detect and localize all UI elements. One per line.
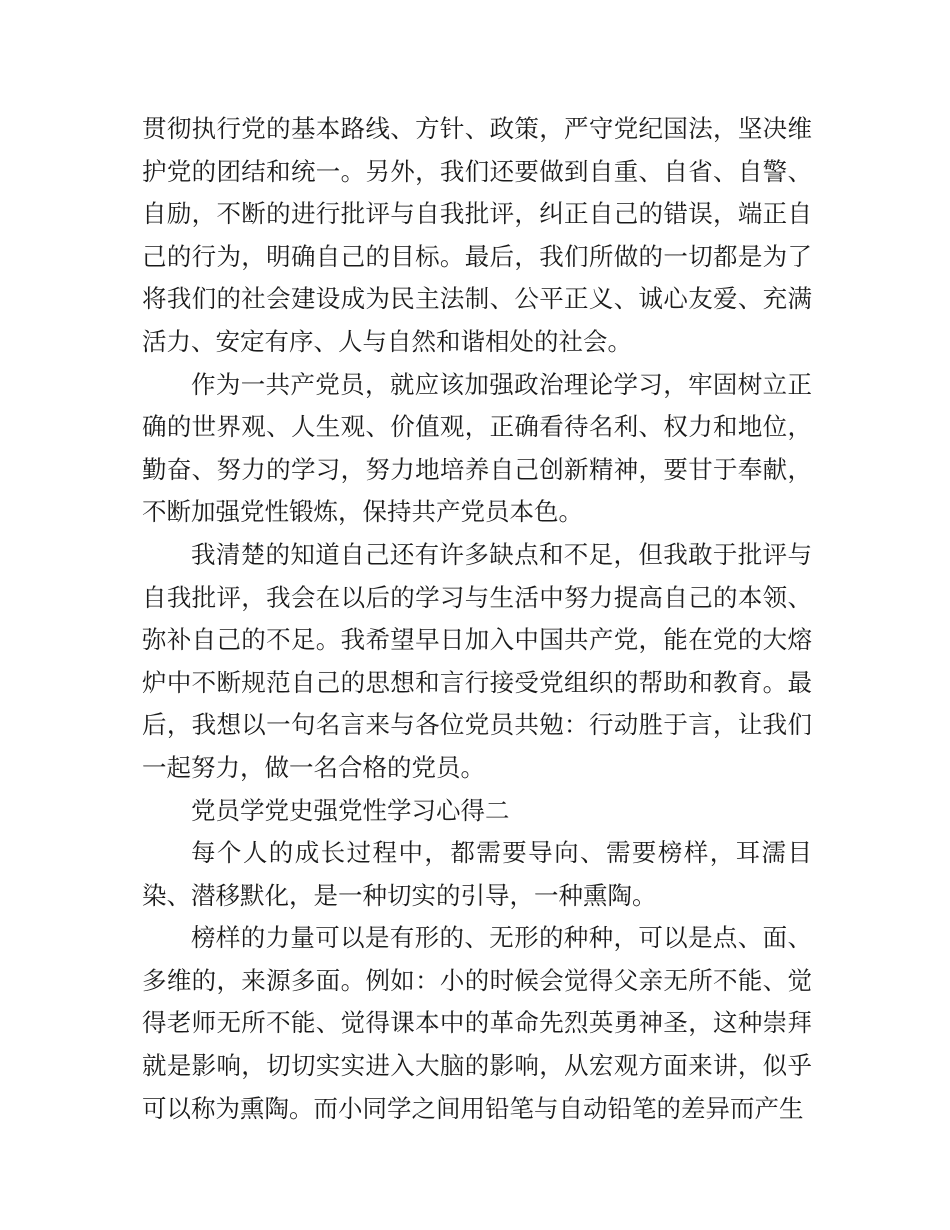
- paragraph-continued: 贯彻执行党的基本路线、方针、政策，严守党纪国法，坚决维护党的团结和统一。另外，我们还要做到自重、自省、自警、自励，不断的进行批评与自我批评，纠正自己的错误，端正自己的行为，明确自己的目标。最后，我们所做的一切都是为了将我们的社会建设成为民主法制、公平正义、诚心友爱、充满活力、安定有序、人与自然和谐相处的社会。: [142, 114, 812, 356]
- paragraph: 我清楚的知道自己还有许多缺点和不足，但我敢于批评与自我批评，我会在以后的学习与生活中努力提高自己的本领、弥补自己的不足。我希望早日加入中国共产党，能在党的大熔炉中不断规范自己的思想和言行接受党组织的帮助和教育。最后，我想以一句名言来与各位党员共勉：行动胜于言，让我们一起努力，做一名合格的党员。: [142, 539, 812, 782]
- paragraph: 作为一共产党员，就应该加强政治理论学习，牢固树立正确的世界观、人生观、价值观，正确看待名利、权力和地位，勤奋、努力的学习，努力地培养自己创新精神，要甘于奉献，不断加强党性锻炼，保持共产党员本色。: [142, 369, 812, 527]
- paragraph: 每个人的成长过程中，都需要导向、需要榜样，耳濡目染、潜移默化，是一种切实的引导，一种熏陶。: [142, 838, 812, 910]
- section-heading: 党员学党史强党性学习心得二: [191, 795, 510, 825]
- document-body: [142, 108, 812, 1130]
- paragraph: 榜样的力量可以是有形的、无形的种种，可以是点、面、多维的，来源多面。例如：小的时候会觉得父亲无所不能、觉得老师无所不能、觉得课本中的革命先烈英勇神圣，这种崇拜就是影响，切切实实进入大脑的影响，从宏观方面来讲，似乎可以称为熏陶。而小同学之间用铅笔与自动铅笔的差异而产生: [142, 923, 812, 1123]
